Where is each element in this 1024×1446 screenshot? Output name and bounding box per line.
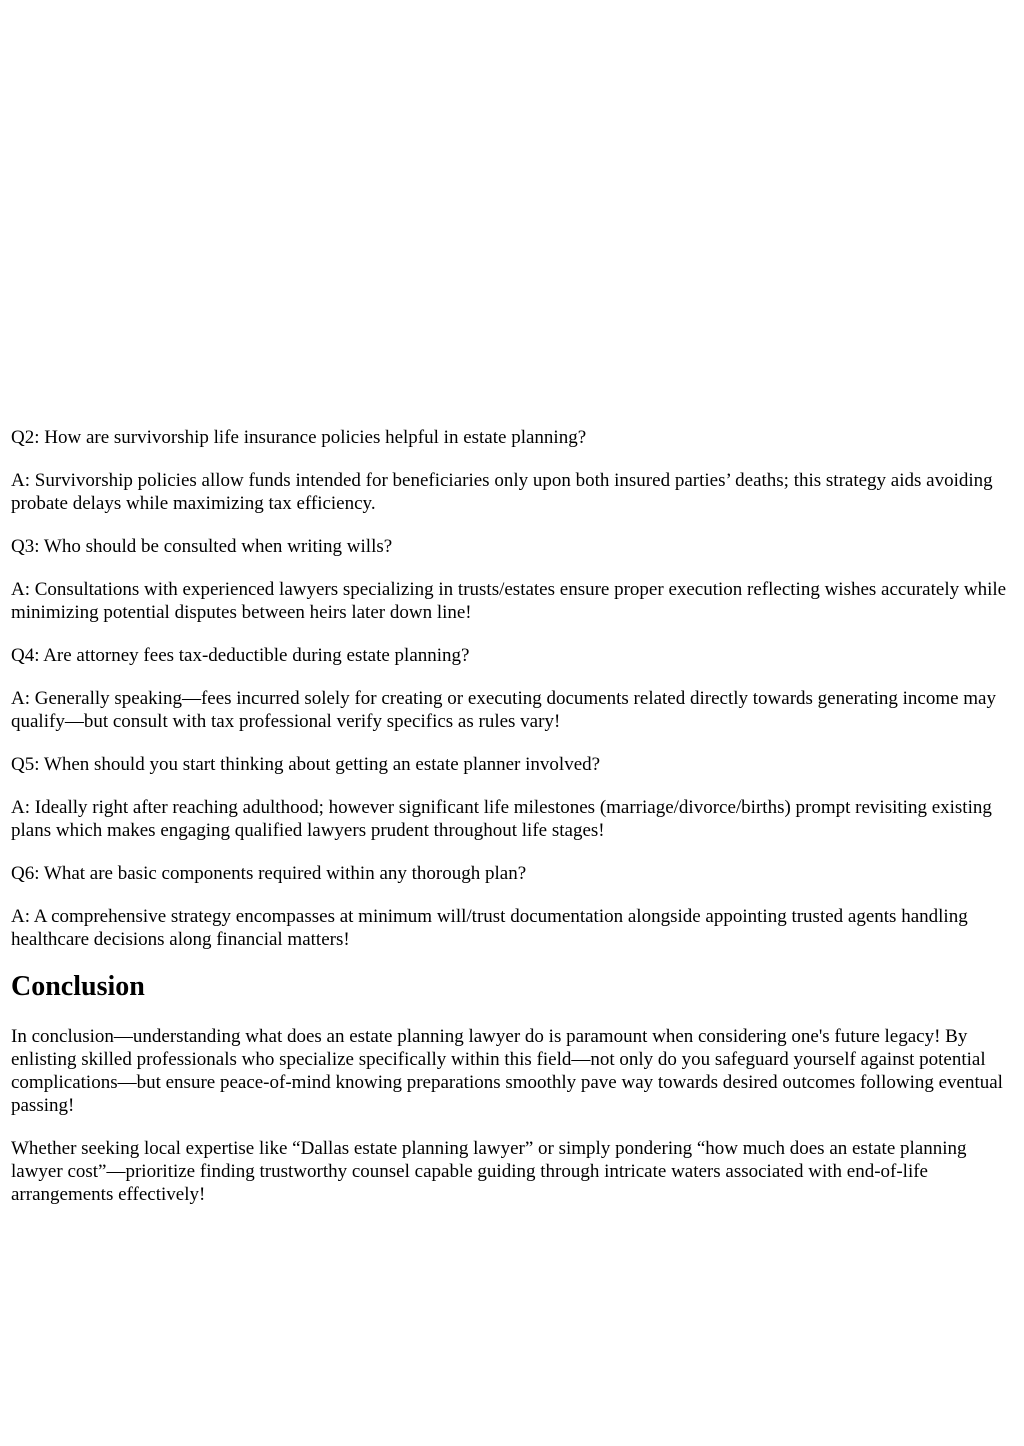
faq-section	[11, 426, 1011, 951]
faq-answer: A: Ideally right after reaching adulthood; however significant life milestones (marriage/divorce/births) prompt revisiting existing plans which makes engaging qualified lawyers prudent throughout life stages!	[11, 797, 992, 841]
faq-answer: A: Generally speaking—fees incurred solely for creating or executing documents related directly towards generating income may qualify—but consult with tax professional verify specifics as rules vary!	[11, 688, 996, 732]
faq-question: Q4: Are attorney fees tax-deductible during estate planning?	[11, 645, 470, 666]
faq-answer: A: A comprehensive strategy encompasses at minimum will/trust documentation alongside appointing trusted agents handling healthcare decisions along financial matters!	[11, 906, 968, 950]
conclusion-section	[11, 971, 1011, 1206]
conclusion-paragraph: In conclusion—understanding what does an estate planning lawyer do is paramount when considering one's future legacy! By enlisting skilled professionals who specialize specifically within this field—not only do you safeguard yourself against potential complications—but ensure peace-of-mind knowing preparations smoothly pave way towards desired outcomes following eventual passing!	[11, 1026, 1003, 1116]
faq-question: Q3: Who should be consulted when writing wills?	[11, 536, 393, 557]
faq-answer: A: Survivorship policies allow funds intended for beneficiaries only upon both insured parties’ deaths; this strategy aids avoiding probate delays while maximizing tax efficiency.	[11, 470, 993, 514]
faq-question: Q6: What are basic components required within any thorough plan?	[11, 863, 527, 884]
document-body	[11, 426, 1011, 1226]
faq-question: Q5: When should you start thinking about getting an estate planner involved?	[11, 754, 601, 775]
conclusion-paragraph: Whether seeking local expertise like “Dallas estate planning lawyer” or simply pondering “how much does an estate planning lawyer cost”—prioritize finding trustworthy counsel capable guiding through intricate waters associated with end-of-life arrangements effectively!	[11, 1138, 967, 1205]
faq-question: Q2: How are survivorship life insurance policies helpful in estate planning?	[11, 427, 587, 448]
faq-answer: A: Consultations with experienced lawyers specializing in trusts/estates ensure proper execution reflecting wishes accurately while minimizing potential disputes between heirs later down line!	[11, 579, 1007, 623]
conclusion-heading: Conclusion	[11, 971, 145, 1002]
